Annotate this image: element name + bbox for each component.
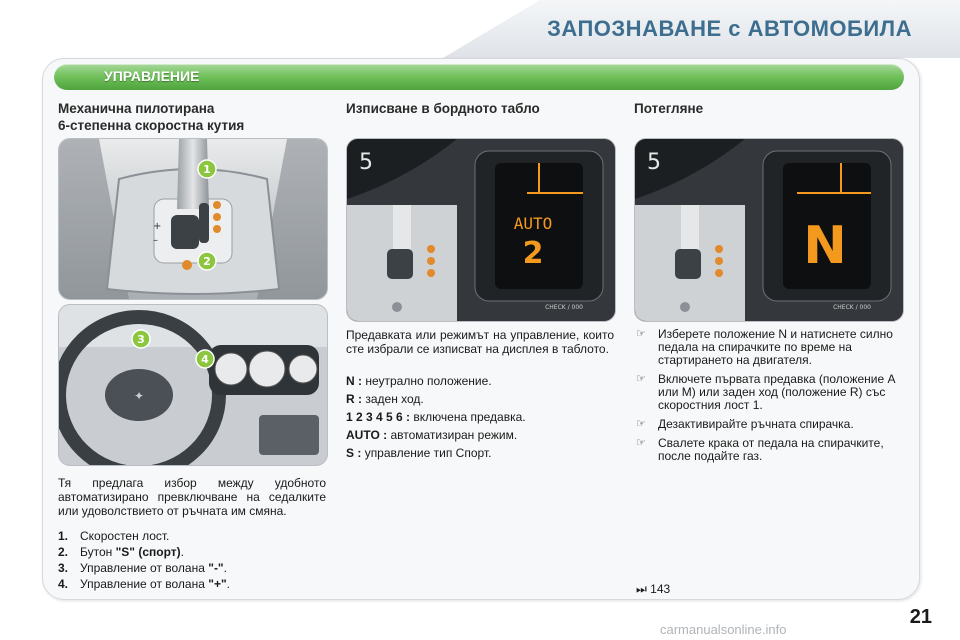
display-gear: 2 (522, 236, 544, 271)
dashboard-display-image (346, 138, 616, 322)
svg-text:2: 2 (203, 255, 211, 268)
svg-text:–: – (153, 235, 158, 246)
list-item: 1. Скоростен лост. (58, 529, 170, 543)
bullet-hand-icon: ☞ (636, 437, 646, 449)
bullet-item: ☞ Свалете крака от педала на спирачките, после подайте газ. (636, 436, 884, 463)
svg-text:✦: ✦ (133, 389, 145, 403)
section-title: УПРАВЛЕНИЕ (104, 68, 200, 84)
page-header-title: ЗАПОЗНАВАНЕ с АВТОМОБИЛА (547, 16, 912, 41)
bullet-hand-icon: ☞ (636, 328, 646, 340)
page-reference[interactable]: ⏭ 143 (636, 582, 671, 596)
bullet-hand-icon: ☞ (636, 373, 646, 385)
svg-text:1: 1 (203, 163, 211, 176)
bullet-item: ☞ Дезактивирайте ръчната спирачка. (636, 417, 854, 431)
dashboard-neutral-image (634, 138, 904, 322)
gauge-number: 5 (359, 150, 373, 175)
svg-text:3: 3 (137, 333, 145, 346)
def-item: AUTO : автоматизиран режим. (346, 428, 518, 442)
list-item: 2. Бутон "S" (спорт). (58, 545, 184, 559)
def-item: R : заден ход. (346, 392, 424, 406)
display-mode: AUTO (513, 214, 553, 233)
svg-text:+: + (153, 221, 162, 232)
page-number: 21 (909, 606, 932, 628)
bullet-hand-icon: ☞ (636, 418, 646, 430)
bullet-item: ☞ Изберете положение N и натиснете силно педала на спирачките по време на стартирането на двигателя. (636, 327, 893, 367)
gauge-number: 5 (647, 150, 661, 175)
watermark: carmanualsonline.info (660, 622, 787, 637)
gear-lever-image (58, 138, 328, 300)
col2-defs (346, 372, 614, 462)
col3-bullets (636, 328, 904, 469)
col2-intro: Предавката или режимът на управление, които сте избрали се изписват на дисплея в таблото. (346, 328, 614, 356)
steering-wheel-image (58, 304, 328, 466)
col1-intro: Тя предлага избор между удобното автоматизирано превключване на седалките или удоволствието от ръчната им смяна. (58, 476, 326, 518)
check-label: CHECK / 000 (833, 304, 871, 311)
check-label: CHECK / 000 (545, 304, 583, 311)
svg-text:4: 4 (201, 353, 209, 366)
col1-heading: Механична пилотирана 6-степенна скоростна кутия (58, 101, 245, 133)
def-item: N : неутрално положение. (346, 374, 492, 388)
col1-list (58, 528, 326, 592)
list-item: 3. Управление от волана "-". (58, 561, 227, 575)
def-item: S : управление тип Спорт. (346, 446, 492, 460)
col3-heading: Потегляне (634, 101, 704, 116)
list-item: 4. Управление от волана "+". (58, 577, 230, 591)
fast-forward-icon: ⏭ (636, 582, 647, 596)
bullet-item: ☞ Включете първата предавка (положение A или M) или заден ход (положение R) със скоростния лост 1. (636, 372, 895, 412)
col2-heading: Изписване в бордното табло (346, 101, 540, 116)
def-item: 1 2 3 4 5 6 : включена предавка. (346, 410, 526, 424)
display-gear: N (803, 216, 847, 276)
